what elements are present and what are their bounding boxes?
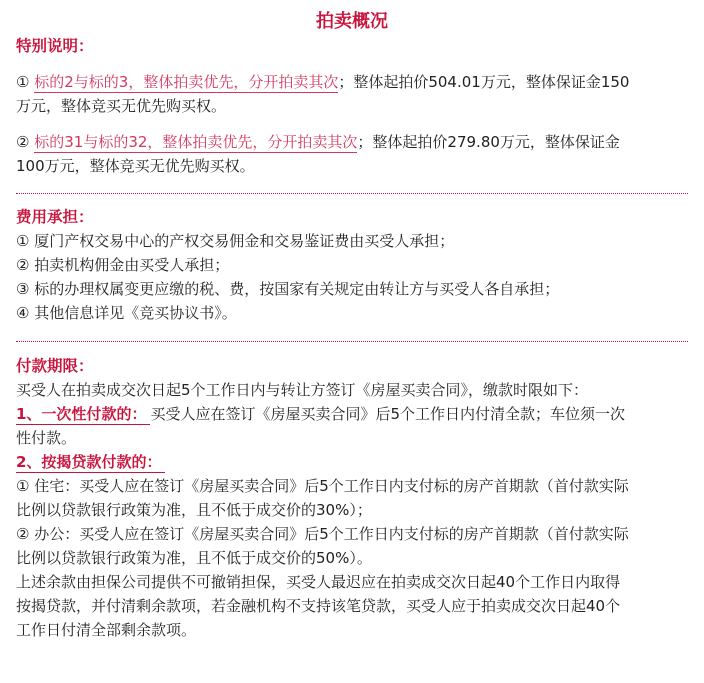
section-divider: [16, 193, 688, 194]
special-item-2-highlight: 标的31与标的32，整体拍卖优先，分开拍卖其次: [34, 133, 358, 151]
page-title: 拍卖概况: [316, 11, 388, 32]
fees-heading: 费用承担：: [16, 208, 94, 226]
special-notes-heading: 特别说明：: [16, 37, 94, 55]
lump-sum-label: 1、一次性付款的：: [16, 405, 150, 425]
mortgage-remainder-end: 工作日付清全部剩余款项。: [16, 621, 197, 639]
fee-item: ④ 其他信息详见《竞买协议书》。: [16, 304, 237, 322]
mortgage-label: 2、按揭贷款付款的：: [16, 453, 165, 473]
section-divider: [16, 341, 688, 342]
fee-item: ③ 标的办理权属变更应缴的税、费，按国家有关规定由转让方与买受人各自承担；: [16, 280, 560, 298]
bullet-1: ①: [16, 73, 30, 91]
mortgage-office: ② 办公：买受人应在签订《房屋买卖合同》后5个工作日内支付标的房产首期款（首付款实际: [16, 525, 629, 543]
special-item-2-text: ；整体起拍价279.80万元，整体保证金: [357, 133, 620, 151]
mortgage-remainder-cont: 按揭贷款，并付清剩余款项，若金融机构不支持该笔贷款，买受人应于拍卖成交次日起40个: [16, 597, 621, 615]
lump-sum-cont: 性付款。: [16, 429, 77, 447]
mortgage-office-cont: 比例以贷款银行政策为准，且不低于成交价的50%）。: [16, 549, 372, 567]
fee-item: ① 厦门产权交易中心的产权交易佣金和交易鉴证费由买受人承担；: [16, 232, 455, 250]
special-item-1-highlight: 标的2与标的3，整体拍卖优先，分开拍卖其次: [34, 73, 339, 91]
fee-item: ② 拍卖机构佣金由买受人承担；: [16, 256, 230, 274]
special-item-1: [16, 70, 688, 94]
lump-sum-line: [16, 402, 688, 426]
mortgage-residential: ① 住宅：买受人应在签订《房屋买卖合同》后5个工作日内支付标的房产首期款（首付款实际: [16, 477, 629, 495]
payment-heading: 付款期限：: [16, 357, 94, 375]
mortgage-remainder: 上述余款由担保公司提供不可撤销担保，买受人最迟应在拍卖成交次日起40个工作日内取得: [16, 573, 621, 591]
special-item-1-cont: 万元，整体竞买无优先购买权。: [16, 97, 227, 115]
lump-sum-text: 买受人应在签订《房屋买卖合同》后5个工作日内付清全款；车位须一次: [150, 405, 625, 423]
payment-intro: 买受人在拍卖成交次日起5个工作日内与转让方签订《房屋买卖合同》，缴款时限如下：: [16, 381, 589, 399]
special-item-2: [16, 130, 688, 154]
mortgage-residential-cont: 比例以贷款银行政策为准，且不低于成交价的30%）；: [16, 501, 372, 519]
bullet-2: ②: [16, 133, 30, 151]
mortgage-line: [16, 450, 688, 474]
special-item-2-cont: 100万元，整体竞买无优先购买权。: [16, 157, 255, 175]
special-item-1-text: ；整体起拍价504.01万元，整体保证金150: [338, 73, 630, 91]
